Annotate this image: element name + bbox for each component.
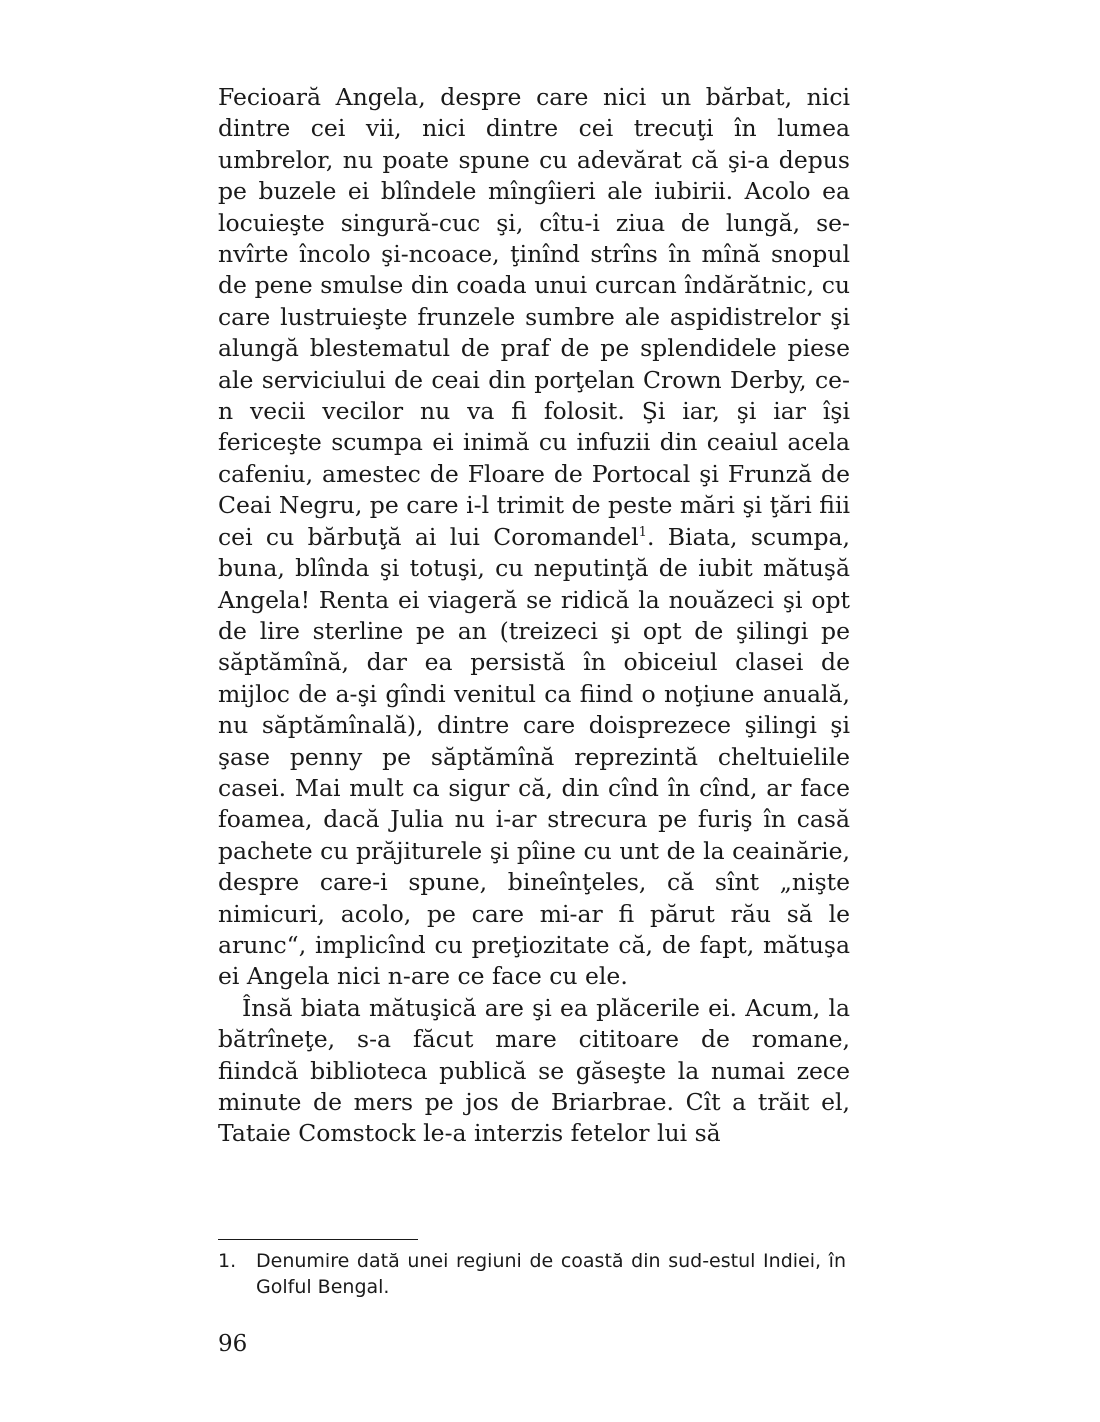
main-text	[218, 82, 850, 1150]
footnote	[218, 1248, 850, 1300]
footnote-divider	[218, 1239, 418, 1240]
footnote-reference: 1	[638, 524, 647, 540]
page-number: 96	[218, 1331, 248, 1357]
paragraph-1	[218, 82, 850, 993]
paragraph-2: Însă biata mătuşică are şi ea plăcerile ei. Acum, la bătrîneţe, s-a făcut mare cititoare de romane, fiindcă biblioteca publică se găseşte la numai zece minute de mers pe jos de Briarbrae. Cît a trăit el, Tataie Comstock le-a interzis fetelor lui să	[218, 993, 850, 1148]
paragraph-1-part-2: . Biata, scumpa, buna, blînda şi totuşi, cu neputinţă de iubit mătuşă Angela! Renta ei viageră se ridică la nouăzeci şi opt de lire sterline pe an (treizeci şi opt de şilingi pe săptămînă, dar ea persistă în obiceiul clasei de mijloc de a-şi gîndi venitul ca fiind o noţiune anuală, nu săptămînală), dintre care doisprezece şilingi şi şase penny pe săptămînă reprezintă cheltuielile casei. Mai mult ca sigur că, din cînd în cînd, ar face foamea, dacă Julia nu i-ar strecura pe furiş în casă pachete cu prăjiturele şi pîine cu unt de la ceainărie, despre care-i spune, bineînţeles, că sînt „nişte nimicuri, acolo, pe care mi-ar fi părut rău să le arunc“, implicînd cu preţiozitate că, de fapt, mătuşa ei Angela nici n-are ce face cu ele.	[218, 522, 851, 991]
footnote-text: Denumire dată unei regiuni de coastă din sud-estul Indiei, în Golful Bengal.	[256, 1250, 846, 1298]
paragraph-1-part-1: Fecioară Angela, despre care nici un bărbat, nici dintre cei vii, nici dintre cei trecuţi în lumea umbrelor, nu poate spune cu adevărat că şi-a depus pe buzele ei blîndele mîngîieri ale iubirii. Acolo ea locuieşte singură-cuc şi, cîtu-i ziua de lungă, se-nvîrte încolo şi-ncoace, ţinînd strîns în mînă snopul de pene smulse din coada unui curcan îndărătnic, cu care lustruieşte frunzele sumbre ale aspidistrelor şi alungă blestematul de praf de pe splendidele piese ale serviciului de ceai din porţelan Crown Derby, ce-n vecii vecilor nu va fi folosit. Şi iar, şi iar îşi fericeşte scumpa ei inimă cu infuzii din ceaiul acela cafeniu, amestec de Floare de Portocal şi Frunză de Ceai Negru, pe care i-l trimit de peste mări şi ţări fiii cei cu bărbuţă ai lui Coromandel	[218, 83, 850, 551]
footnote-number: 1.	[218, 1250, 237, 1272]
page-body	[218, 82, 850, 1150]
